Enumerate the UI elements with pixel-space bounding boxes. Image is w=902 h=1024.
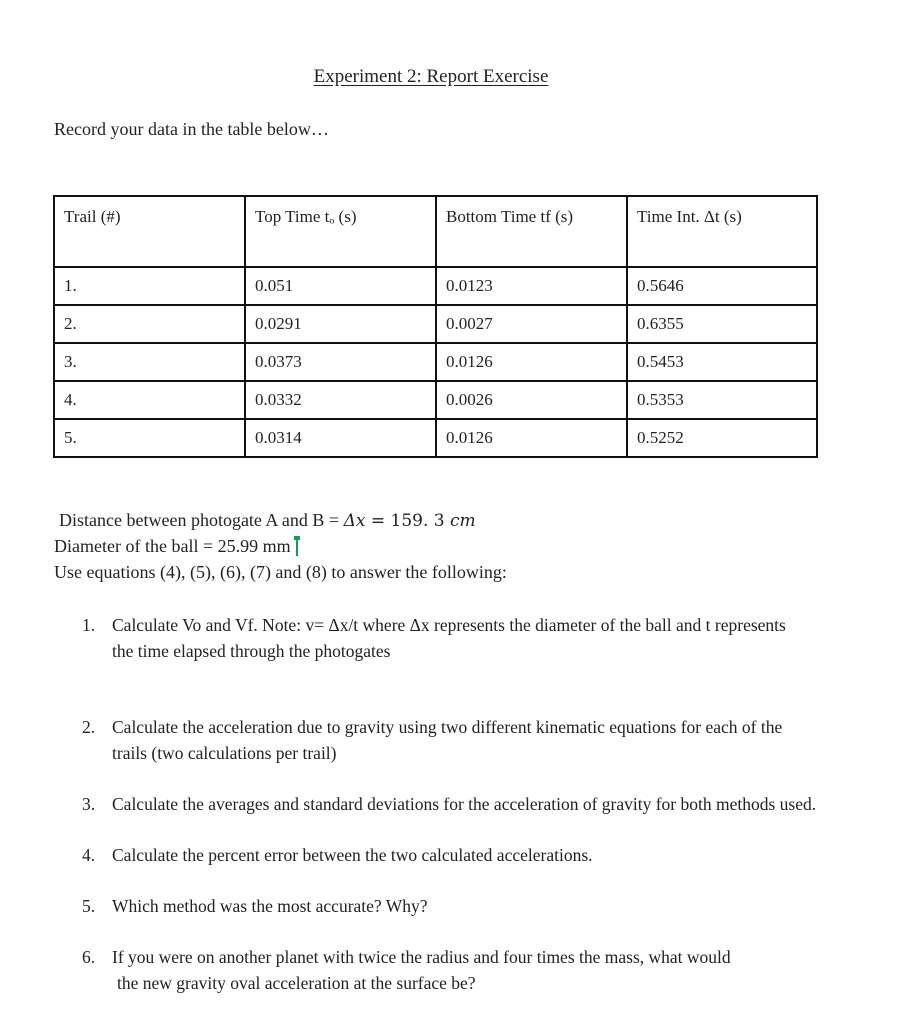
question-text-line1: Calculate the acceleration due to gravity using two different kinematic equations for each of the: [112, 717, 783, 737]
text-cursor-icon: [294, 536, 300, 556]
cell-top-time[interactable]: 0.0291: [245, 305, 436, 343]
question-number: 4.: [82, 845, 96, 865]
header-bottom-time[interactable]: Bottom Time tf (s): [436, 196, 627, 267]
diameter-line[interactable]: [54, 536, 300, 557]
cell-time-interval[interactable]: 0.5252: [627, 419, 817, 457]
question-text-line2: the new gravity oval acceleration at the surface be?: [117, 973, 476, 993]
distance-value: 159. 3: [390, 511, 445, 531]
table-header-row: [54, 196, 817, 267]
header-time-interval[interactable]: Time Int. Δt (s): [627, 196, 817, 267]
list-item[interactable]: [82, 842, 897, 868]
cell-trail[interactable]: 1.: [54, 267, 245, 305]
cell-time-interval[interactable]: 0.5646: [627, 267, 817, 305]
cell-time-interval[interactable]: 0.6355: [627, 305, 817, 343]
cell-bottom-time[interactable]: 0.0126: [436, 419, 627, 457]
distance-label: Distance between photogate A and B =: [59, 510, 344, 530]
question-number: 5.: [82, 896, 96, 916]
table-row: [54, 419, 817, 457]
question-text-line1: If you were on another planet with twice the radius and four times the mass, what would: [112, 947, 731, 967]
cell-top-time[interactable]: 0.051: [245, 267, 436, 305]
list-item[interactable]: [82, 944, 897, 996]
diameter-text: Diameter of the ball = 25.99 mm: [54, 536, 291, 556]
use-equations-line[interactable]: Use equations (4), (5), (6), (7) and (8) to answer the following:: [54, 562, 507, 582]
intro-text: Record your data in the table below…: [54, 119, 329, 139]
cell-bottom-time[interactable]: 0.0027: [436, 305, 627, 343]
table-row: [54, 343, 817, 381]
table-row: [54, 381, 817, 419]
distance-equation: [344, 511, 476, 531]
cell-trail[interactable]: 5.: [54, 419, 245, 457]
list-item[interactable]: [82, 714, 897, 766]
question-text-line1: Calculate Vo and Vf. Note: v= Δx/t where Δx represents the diameter of the ball and t represents: [112, 615, 786, 635]
cell-bottom-time[interactable]: 0.0123: [436, 267, 627, 305]
list-item[interactable]: [82, 612, 897, 664]
question-number: 6.: [82, 947, 96, 967]
distance-equals: =: [365, 511, 391, 531]
question-text-line1: Which method was the most accurate? Why?: [112, 896, 428, 916]
question-number: 2.: [82, 717, 96, 737]
question-text-line2: the time elapsed through the photogates: [112, 641, 391, 661]
question-text-line1: Calculate the averages and standard deviations for the acceleration of gravity for both methods used.: [112, 794, 817, 814]
question-number: 1.: [82, 615, 96, 635]
cell-bottom-time[interactable]: 0.0126: [436, 343, 627, 381]
cell-top-time[interactable]: 0.0332: [245, 381, 436, 419]
distance-line[interactable]: [59, 510, 476, 531]
cell-trail[interactable]: 4.: [54, 381, 245, 419]
header-trail[interactable]: Trail (#): [54, 196, 245, 267]
cell-top-time[interactable]: 0.0373: [245, 343, 436, 381]
cell-time-interval[interactable]: 0.5453: [627, 343, 817, 381]
data-table: [53, 195, 818, 458]
question-text-line1: Calculate the percent error between the two calculated accelerations.: [112, 845, 593, 865]
list-item[interactable]: [82, 893, 897, 919]
cell-trail[interactable]: 2.: [54, 305, 245, 343]
cell-top-time[interactable]: 0.0314: [245, 419, 436, 457]
header-top-time[interactable]: Top Time tₒ (s): [245, 196, 436, 267]
cell-time-interval[interactable]: 0.5353: [627, 381, 817, 419]
distance-variable: Δx: [343, 511, 366, 531]
question-number: 3.: [82, 794, 96, 814]
cell-trail[interactable]: 3.: [54, 343, 245, 381]
list-item[interactable]: [82, 791, 897, 817]
document-title: Experiment 2: Report Exercise: [313, 66, 549, 87]
question-text-line2: trails (two calculations per trail): [112, 743, 337, 763]
cell-bottom-time[interactable]: 0.0026: [436, 381, 627, 419]
distance-unit: cm: [450, 511, 476, 531]
table-row: [54, 305, 817, 343]
table-row: [54, 267, 817, 305]
